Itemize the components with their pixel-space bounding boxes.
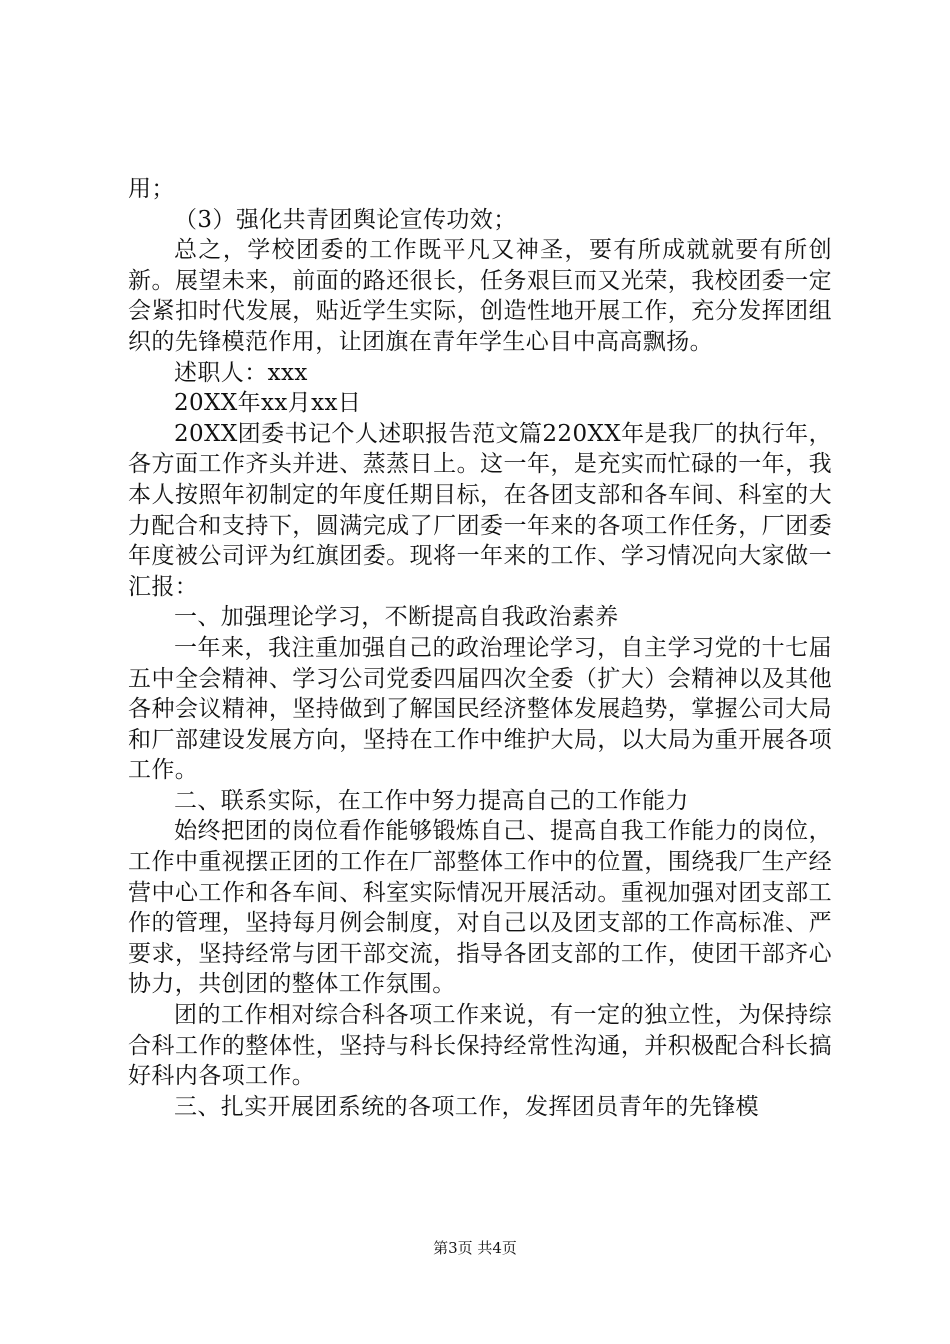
section-heading-3: 三、扎实开展团系统的各项工作，发挥团员青年的先锋模 xyxy=(174,1093,759,1120)
paragraph-report-intro: 20XX团委书记个人述职报告范文篇220XX年是我厂的执行年，各方面工作齐头并进、蒸蒸日上。这一年，是充实而忙碌的一年，我本人按照年初制定的年度任期目标，在各团支部和各车间、科室的大力配合和支持下，圆满完成了厂团委一年来的各项工作任务，厂团委年度被公司评为红旗团委。现将一年来的工作、学习情况向大家做一汇报： xyxy=(128,420,832,600)
section-heading-2: 二、联系实际，在工作中努力提高自己的工作能力 xyxy=(174,787,689,814)
paragraph-continuation: 用； xyxy=(128,176,175,202)
paragraph-reporter: 述职人：xxx xyxy=(174,359,308,386)
paragraph-section-2b: 团的工作相对综合科各项工作来说，有一定的独立性，为保持综合科工作的整体性，坚持与科长保持经常性沟通，并积极配合科长搞好科内各项工作。 xyxy=(128,1002,832,1090)
paragraph-date: 20XX年xx月xx日 xyxy=(174,390,362,417)
paragraph-section-2: 始终把团的岗位看作能够锻炼自己、提高自我工作能力的岗位，工作中重视摆正团的工作在厂部整体工作中的位置，围绕我厂生产经营中心工作和各车间、科室实际情况开展活动。重视加强对团支部工作的管理，坚持每月例会制度，对自己以及团支部的工作高标准、严要求，坚持经常与团干部交流，指导各团支部的工作，使团干部齐心协力，共创团的整体工作氛围。 xyxy=(128,818,832,998)
section-heading-1: 一、加强理论学习，不断提高自我政治素养 xyxy=(174,604,619,631)
paragraph-section-1: 一年来，我注重加强自己的政治理论学习，自主学习党的十七届五中全会精神、学习公司党委四届四次全委（扩大）会精神以及其他各种会议精神，坚持做到了解国民经济整体发展趋势，掌握公司大局和厂部建设发展方向，坚持在工作中维护大局，以大局为重开展各项工作。 xyxy=(128,634,832,784)
page-number-footer: 第3页 共4页 xyxy=(433,1239,517,1257)
document-body xyxy=(128,174,832,1122)
paragraph-list-item-3: （3）强化共青团舆论宣传功效； xyxy=(174,206,517,233)
paragraph-summary: 总之，学校团委的工作既平凡又神圣，要有所成就就要有所创新。展望未来，前面的路还很长，任务艰巨而又光荣，我校团委一定会紧扣时代发展，贴近学生实际，创造性地开展工作，充分发挥团组织的先锋模范作用，让团旗在青年学生心目中高高飘扬。 xyxy=(128,237,832,355)
